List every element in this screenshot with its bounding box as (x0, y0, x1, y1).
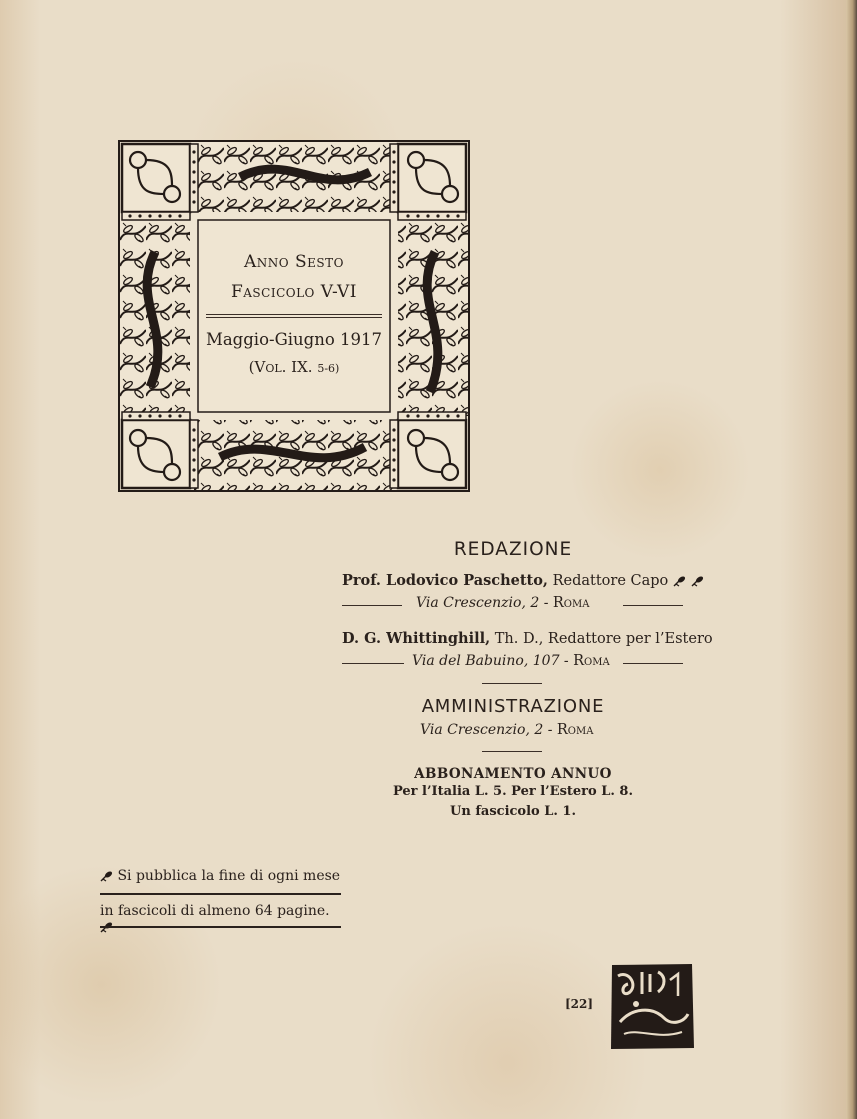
editor2-role: Th. D., Redattore per l’Estero (494, 631, 713, 647)
page-edge (846, 0, 857, 1119)
notice-rule (100, 926, 341, 928)
editor1-address: Via Crescenzio, 2 - Roma (416, 595, 590, 611)
editor2-line (342, 630, 713, 647)
leaf-ornament-icon (691, 576, 704, 587)
page-number: [22] (565, 997, 594, 1011)
issue-date: Maggio-Giugno 1917 (205, 330, 383, 349)
redazione-heading: REDAZIONE (453, 539, 573, 560)
divider (206, 314, 382, 315)
single-issue-price: Un fascicolo L. 1. (450, 804, 576, 819)
divider (342, 663, 404, 664)
volume-number: (Vol. IX. (248, 358, 313, 376)
volume-label (198, 358, 390, 376)
leaf-ornament-icon (100, 871, 113, 882)
printers-mark-icon (608, 962, 696, 1051)
divider (206, 317, 382, 318)
divider (623, 605, 683, 606)
editor2-name: D. G. Whittinghill, (342, 630, 491, 647)
notice-text-1: Si pubblica la fine di ogni mese (117, 868, 341, 884)
issue-label: Fascicolo V-VI (230, 282, 358, 302)
divider (623, 663, 683, 664)
editor1-name: Prof. Lodovico Paschetto, (342, 572, 548, 589)
city-name: Roma (573, 653, 610, 669)
notice-line-1 (100, 868, 343, 884)
subscription-prices: Per l’Italia L. 5. Per l’Estero L. 8. (392, 784, 633, 799)
amministrazione-heading: AMMINISTRAZIONE (421, 696, 605, 717)
divider (482, 683, 542, 684)
editor1-line (342, 572, 704, 589)
city-name: Roma (556, 722, 594, 738)
leaf-ornament-icon (673, 576, 686, 587)
ornamental-frame (118, 140, 470, 492)
volume-issue: 5-6) (317, 362, 340, 375)
subscription-heading: ABBONAMENTO ANNUO (414, 766, 612, 782)
notice-rule (100, 893, 341, 895)
frame-panel (198, 218, 390, 414)
amministrazione-address: Via Crescenzio, 2 - Roma (420, 722, 594, 738)
editor1-role: Redattore Capo (552, 573, 669, 589)
notice-line-2 (100, 903, 343, 935)
city-name: Roma (552, 595, 590, 611)
notice-text-2: in fascicoli di almeno 64 pagine. (100, 903, 330, 919)
year-label: Anno Sesto (244, 252, 344, 272)
editor2-address: Via del Babuino, 107 - Roma (412, 653, 610, 669)
divider (342, 605, 402, 606)
divider (482, 751, 542, 752)
